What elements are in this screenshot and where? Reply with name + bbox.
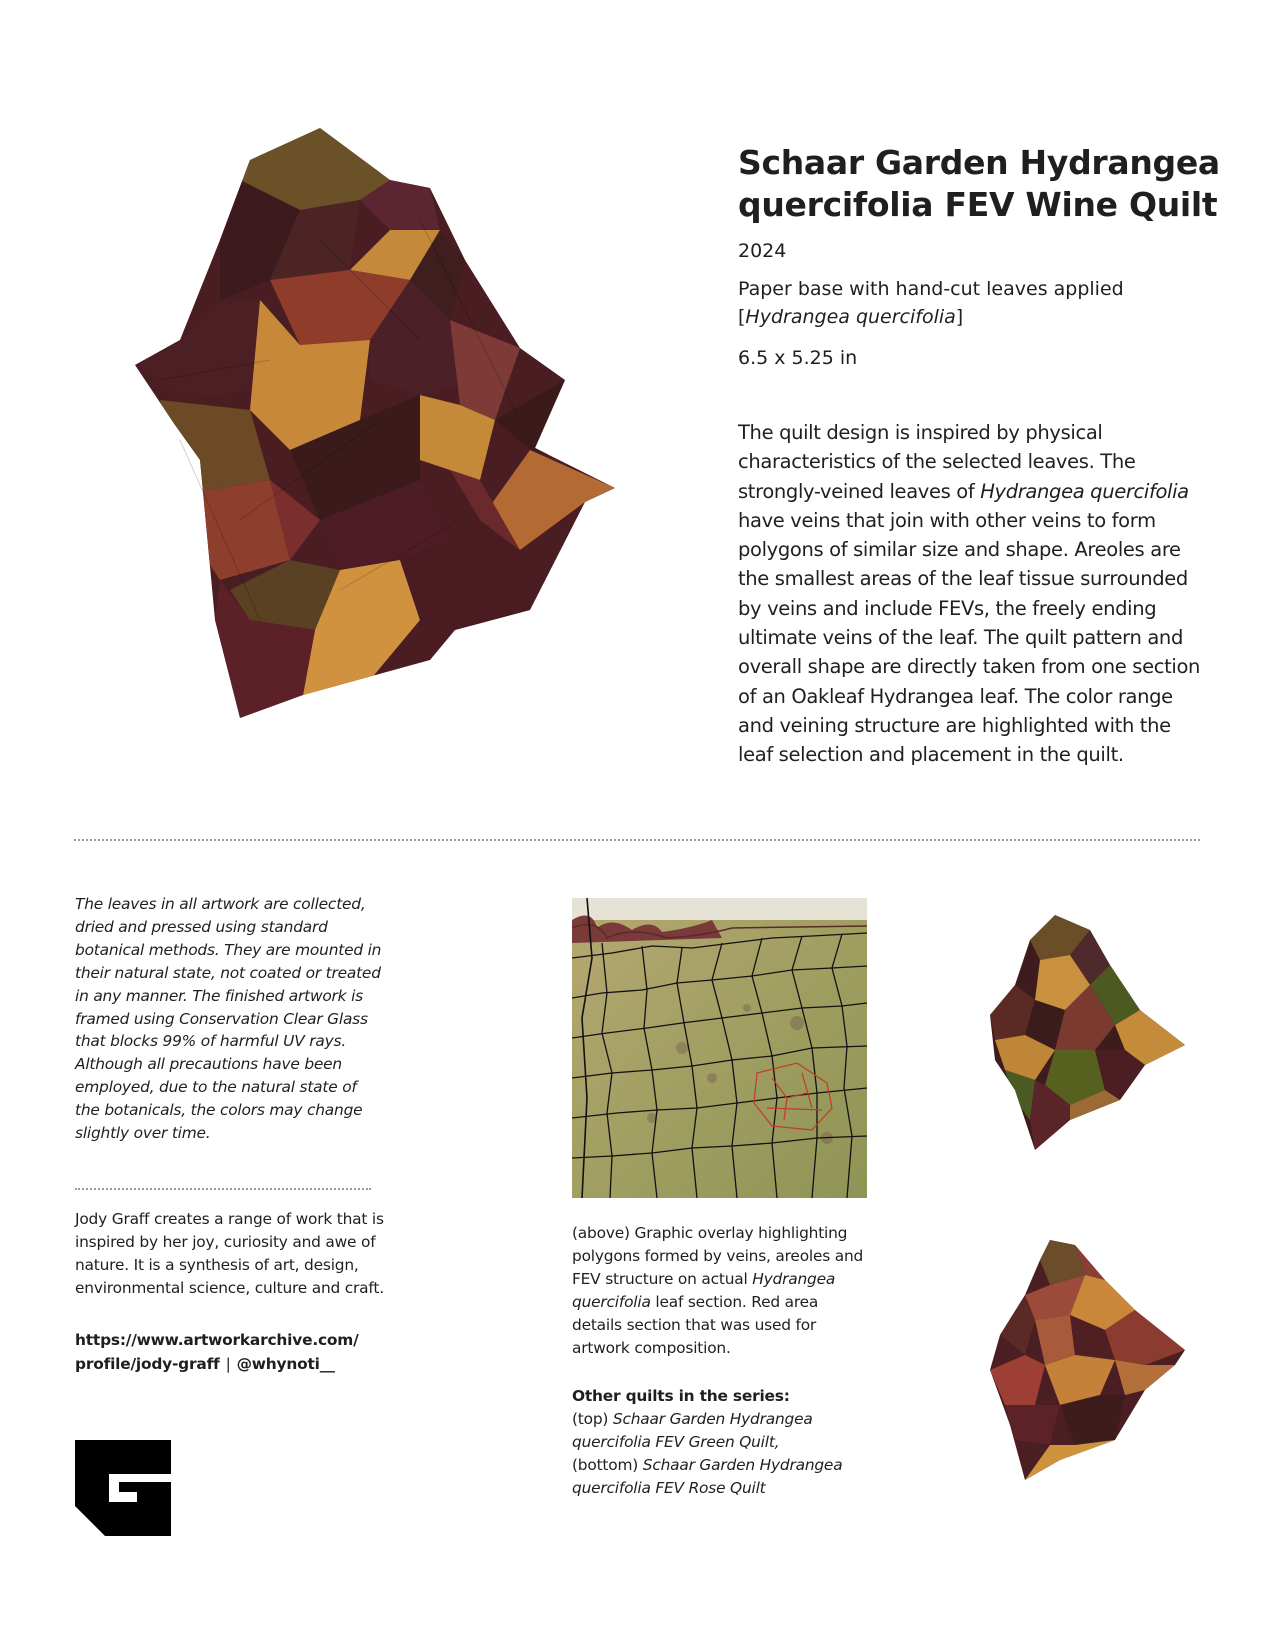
section-divider — [74, 839, 1200, 841]
leaf-detail-overlay-image — [572, 898, 867, 1198]
materials-note: The leaves in all artwork are collected, dried and pressed using standard botanical methods. They are mounted in their natural state, not coated or treated in any manner. The finished artwork is framed using Conservation Clear Glass that blocks 99% of harmful UV rays. Although all precautions have been employed, due to the natural state of the botanicals, the colors may change slightly over time. — [75, 895, 382, 1143]
description-part-1: The quilt design is inspired by physical characteristics of the selected leaves. The strongly-veined leaves of — [738, 421, 1136, 503]
contact-links — [75, 1328, 395, 1376]
series-top-prefix: (top) — [572, 1409, 613, 1428]
artwork-medium — [738, 275, 1124, 331]
description-species: Hydrangea quercifolia — [980, 479, 1189, 503]
detail-caption — [572, 1222, 872, 1359]
website-link-line-1[interactable]: https://www.artworkarchive.com/ — [75, 1331, 359, 1349]
rose-quilt-thumbnail — [975, 1230, 1190, 1490]
title-line-2: quercifolia FEV Wine Quilt — [738, 185, 1218, 224]
medium-bracket-close: ] — [955, 306, 964, 328]
artwork-dimensions: 6.5 x 5.25 in — [738, 347, 858, 369]
series-bottom-prefix: (bottom) — [572, 1455, 643, 1474]
series-top-title: Schaar Garden Hydrangea quercifolia FEV Green Quilt, — [572, 1409, 813, 1451]
website-link-line-2[interactable]: profile/jody-graff — [75, 1355, 220, 1373]
series-heading: Other quilts in the series: — [572, 1387, 790, 1405]
social-handle[interactable]: @whynoti__ — [236, 1355, 335, 1373]
artwork-description — [738, 418, 1208, 770]
description-part-2: have veins that join with other veins to form polygons of similar size and shape. Areoles are the smallest areas of the leaf tissue surrounded by veins and include FEVs, the freely ending ultimate veins of the leaf. The quilt pattern and overall shape are directly taken from one section of an Oakleaf Hydrangea leaf. The color range and veining structure are highlighted with the leaf selection and placement in the quilt. — [738, 508, 1201, 767]
medium-text: Paper base with hand-cut leaves applied — [738, 278, 1124, 300]
artist-logo — [75, 1440, 171, 1536]
medium-species: Hydrangea quercifolia — [745, 306, 956, 328]
artwork-title — [738, 142, 1238, 226]
main-quilt-artwork — [120, 120, 640, 760]
artist-bio: Jody Graff creates a range of work that is inspired by her joy, curiosity and awe of nature. It is a synthesis of art, design, environmental science, culture and craft. — [75, 1210, 384, 1297]
caption-species: Hydrangea quercifolia — [572, 1269, 836, 1311]
link-separator: | — [225, 1355, 231, 1373]
caption-part-1: (above) Graphic overlay highlighting polygons formed by veins, areoles and FEV structure on actual — [572, 1224, 864, 1288]
series-list — [572, 1385, 872, 1500]
title-line-1: Schaar Garden Hydrangea — [738, 143, 1220, 182]
caption-part-2: leaf section. Red area details section that was used for artwork composition. — [572, 1292, 819, 1357]
series-bottom-title: Schaar Garden Hydrangea quercifolia FEV Rose Quilt — [572, 1455, 843, 1497]
note-divider — [75, 1188, 371, 1190]
green-quilt-thumbnail — [975, 910, 1190, 1170]
artwork-year: 2024 — [738, 240, 787, 262]
medium-bracket-open: [ — [738, 306, 746, 328]
